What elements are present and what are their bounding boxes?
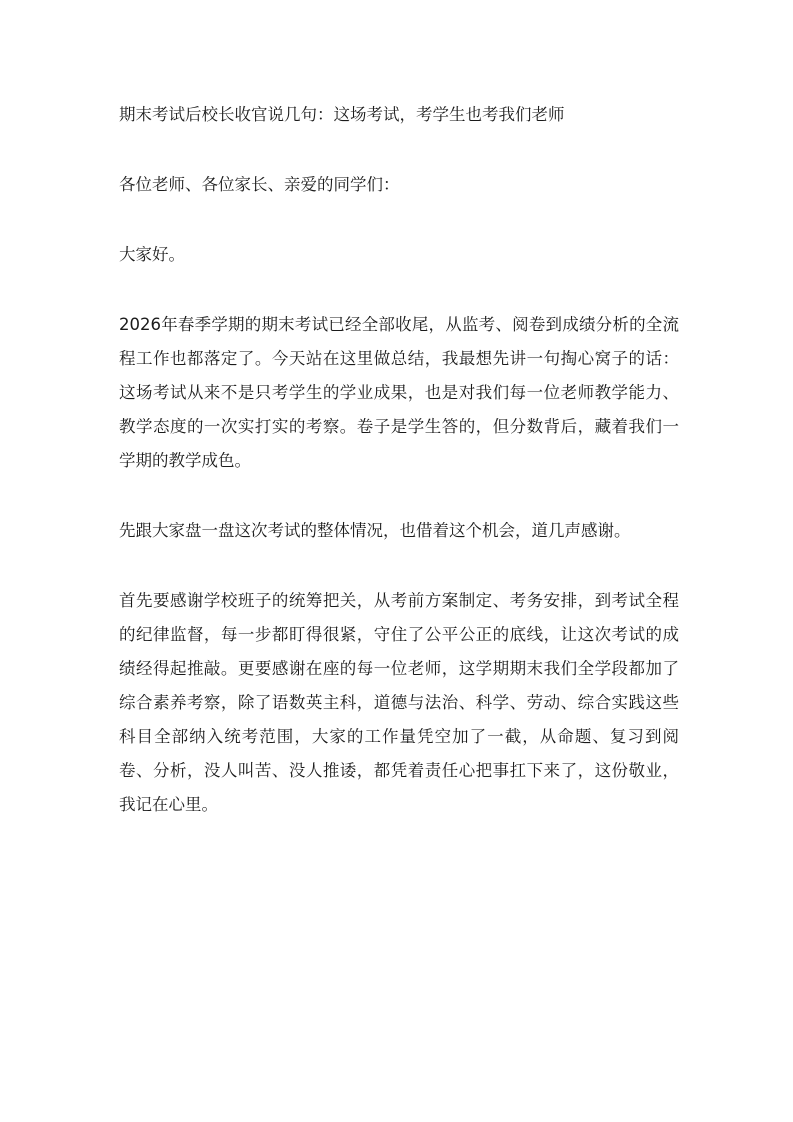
greeting: 大家好。 [119, 245, 185, 264]
document-body [119, 98, 679, 858]
paragraph-overview: 先跟大家盘一盘这次考试的整体情况，也借着这个机会，道几声感谢。 [119, 521, 631, 540]
document-title: 期末考试后校长收官说几句：这场考试，考学生也考我们老师 [119, 105, 565, 124]
paragraph-intro: 2026年春季学期的期末考试已经全部收尾，从监考、阅卷到成绩分析的全流程工作也都落定了。今天站在这里做总结，我最想先讲一句掏心窝子的话：这场考试从来不是只考学生的学业成果，也是对我们每一位老师教学能力、教学态度的一次实打实的考察。卷子是学生答的，但分数背后，藏着我们一学期的教学成色。 [119, 315, 679, 470]
salutation: 各位老师、各位家长、亲爱的同学们： [119, 175, 400, 194]
paragraph-thanks: 首先要感谢学校班子的统筹把关，从考前方案制定、考务安排，到考试全程的纪律监督，每一步都盯得很紧，守住了公平公正的底线，让这次考试的成绩经得起推敲。更要感谢在座的每一位老师，这学期期末我们全学段都加了综合素养考察，除了语数英主科，道德与法治、科学、劳动、综合实践这些科目全部纳入统考范围，大家的工作量凭空加了一截，从命题、复习到阅卷、分析，没人叫苦、没人推诿，都凭着责任心把事扛下来了，这份敬业，我记在心里。 [119, 591, 679, 814]
